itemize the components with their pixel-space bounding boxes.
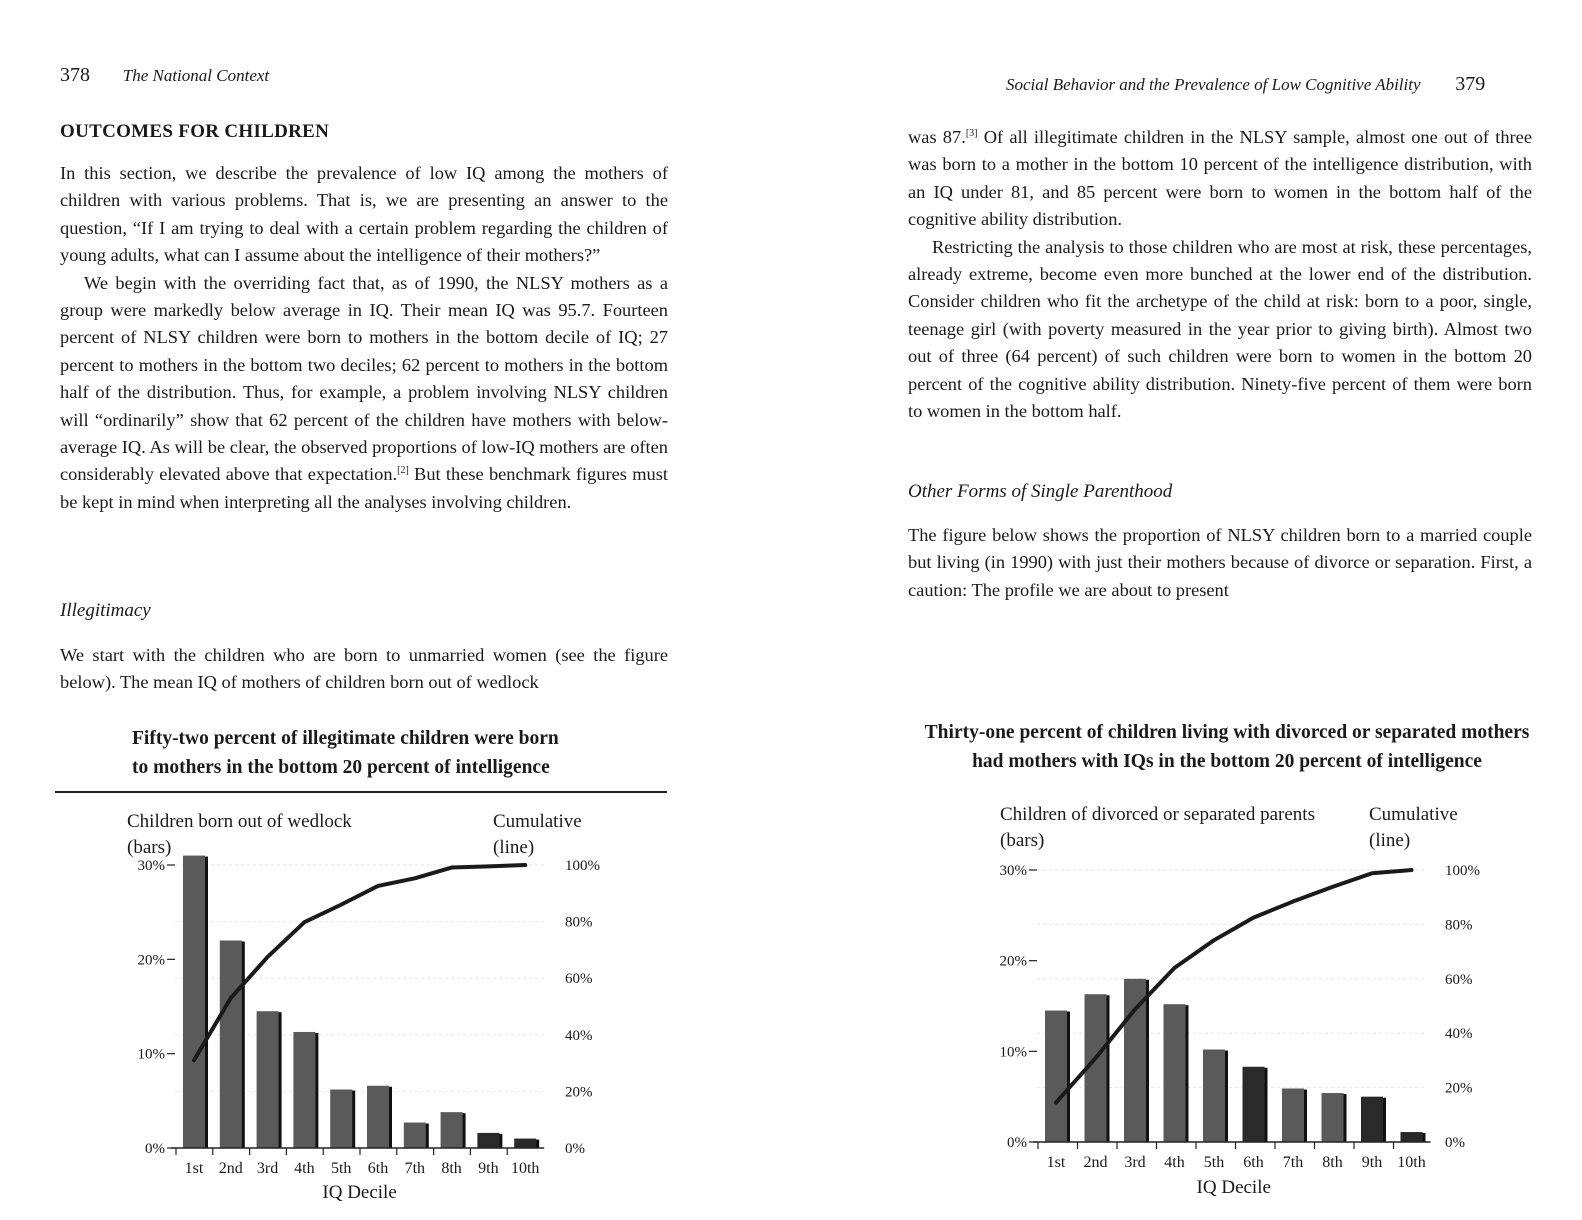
bar (183, 856, 205, 1148)
chart-out-of-wedlock (0, 800, 791, 1210)
bar-axis-title: Children of divorced or separated parents (1000, 804, 1315, 825)
running-head-right (1006, 73, 1485, 96)
right-tick-label: 80% (1445, 917, 1473, 934)
line-axis-title: Cumulative (493, 811, 582, 832)
x-tick-label: 2nd (1083, 1154, 1108, 1171)
paragraph-text: Of all illegitimate children in the NLSY sample, almost one out of three was born to a mother in the bottom 10 percent of the intelligence distribution, with an IQ under 81, and 85 percent were born to women in the bottom half of the cognitive ability distribution. (908, 127, 1532, 230)
right-page (791, 0, 1582, 1220)
subheading-single-parenthood: Other Forms of Single Parenthood (908, 481, 1173, 502)
paragraph-text: was 87. (908, 127, 966, 147)
x-tick-label: 2nd (218, 1160, 243, 1177)
left-tick-label: 0% (145, 1141, 165, 1157)
right-tick-label: 80% (565, 914, 593, 931)
bar (1203, 1050, 1225, 1142)
page-number: 379 (1455, 73, 1486, 95)
right-tick-label: 20% (565, 1084, 593, 1101)
left-tick-label: 30% (999, 863, 1027, 879)
bar-axis-subtitle: (bars) (1000, 830, 1045, 851)
page-number: 378 (60, 64, 90, 86)
bar (257, 1011, 279, 1148)
x-axis-title: IQ Decile (1196, 1177, 1271, 1198)
bar (514, 1139, 536, 1148)
x-tick-label: 8th (441, 1160, 462, 1177)
bar (1401, 1132, 1423, 1142)
x-tick-label: 9th (1361, 1154, 1383, 1171)
x-tick-label: 4th (1164, 1154, 1185, 1171)
figure-rule (55, 791, 667, 793)
right-tick-label: 60% (1445, 971, 1473, 988)
right-tick-label: 0% (565, 1141, 585, 1157)
x-tick-label: 5th (1203, 1154, 1225, 1171)
bar (1322, 1093, 1344, 1142)
note-reference: [2] (397, 465, 409, 477)
paragraph: The figure below shows the proportion of NLSY children born to a married couple but living (in 1990) with just their mothers because of divorce or separation. First, a caution: The profile we are about to present (908, 525, 1532, 600)
left-tick-label: 20% (999, 953, 1027, 970)
x-tick-label: 1st (1046, 1154, 1066, 1171)
body-text-right (908, 124, 1532, 425)
note-reference: [3] (965, 127, 978, 139)
figure-caption (132, 724, 602, 782)
chart-divorced-separated (791, 790, 1582, 1210)
right-tick-label: 100% (565, 858, 600, 874)
bar (404, 1123, 426, 1148)
line-axis-subtitle: (line) (493, 837, 535, 858)
right-tick-label: 0% (1445, 1135, 1465, 1151)
x-tick-label: 1st (184, 1160, 204, 1177)
paragraph: Restricting the analysis to those children who are most at risk, these percentages, already extreme, become even more bunched at the lower end of the distribution. Consider children who fit the archetype of the child at risk: born to a poor, single, teenage girl (with poverty measured in the year prior to giving birth). Almost two out of three (64 percent) of such children were born to women in the bottom 20 percent of the cognitive ability distribution. Ninety-five percent of them were born to women in the bottom half. (908, 236, 1532, 422)
x-tick-label: 10th (510, 1160, 540, 1177)
x-tick-label: 7th (1282, 1154, 1304, 1171)
left-tick-label: 0% (1007, 1135, 1027, 1151)
bar (367, 1086, 389, 1148)
left-tick-label: 20% (137, 952, 165, 969)
bar (293, 1032, 315, 1148)
subheading-illegitimacy: Illegitimacy (60, 600, 151, 621)
bar-axis-title: Children born out of wedlock (127, 811, 352, 832)
paragraph-text: But these benchmark figures must be kept in mind when interpreting all the analyses involving children. (60, 464, 668, 512)
left-tick-label: 10% (137, 1046, 165, 1063)
bar (1045, 1011, 1067, 1142)
right-tick-label: 40% (565, 1027, 593, 1044)
right-tick-label: 20% (1445, 1080, 1473, 1097)
figure-caption (903, 718, 1551, 776)
paragraph-text: We begin with the overriding fact that, as of 1990, the NLSY mothers as a group were markedly below average in IQ. Their mean IQ was 95.7. Fourteen percent of NLSY children were born to mothers in the bottom decile of IQ; 27 percent to mothers in the bottom two deciles; 62 percent to mothers in the bottom half of the distribution. Thus, for example, a problem involving NLSY children will “ordinarily” show that 62 percent of the children have mothers with below-average IQ. As will be clear, the observed proportions of low-IQ mothers are often considerably elevated above that expectation. (60, 272, 668, 485)
x-tick-label: 7th (404, 1160, 426, 1177)
x-tick-label: 6th (1243, 1154, 1264, 1171)
x-tick-label: 5th (330, 1160, 352, 1177)
section-heading: OUTCOMES FOR CHILDREN (60, 121, 330, 142)
bar (1243, 1067, 1265, 1142)
line-axis-subtitle: (line) (1369, 830, 1411, 851)
body-text-right-2 (908, 522, 1532, 604)
right-tick-label: 40% (1445, 1026, 1473, 1043)
bar (477, 1133, 499, 1148)
bar (330, 1090, 352, 1148)
right-tick-label: 100% (1445, 863, 1480, 879)
bar (441, 1112, 463, 1148)
figure-caption-line: had mothers with IQs in the bottom 20 percent of intelligence (972, 751, 1482, 772)
paragraph (908, 124, 1532, 234)
figure-caption-line: to mothers in the bottom 20 percent of intelligence (132, 757, 550, 778)
x-tick-label: 6th (367, 1160, 389, 1177)
running-title: The National Context (122, 66, 270, 85)
paragraph (60, 270, 668, 517)
bar (1164, 1004, 1186, 1142)
bar (1282, 1089, 1304, 1142)
x-tick-label: 8th (1322, 1154, 1343, 1171)
paragraph: In this section, we describe the prevalence of low IQ among the mothers of children with various problems. That is, we are presenting an answer to the question, “If I am trying to deal with a certain problem regarding the children of young adults, what can I assume about the intelligence of their mothers?” (60, 163, 668, 266)
paragraph: We start with the children who are born to unmarried women (see the figure below). The mean IQ of mothers of children born out of wedlock (60, 645, 668, 693)
x-tick-label: 3rd (256, 1160, 279, 1177)
body-text-left-2 (60, 642, 668, 697)
bar (220, 940, 242, 1148)
right-tick-label: 60% (565, 971, 593, 988)
x-tick-label: 4th (294, 1160, 315, 1177)
figure-caption-line: Thirty-one percent of children living with divorced or separated mothers (924, 722, 1530, 743)
running-head-left (60, 64, 269, 87)
line-axis-title: Cumulative (1369, 804, 1458, 825)
bar-axis-subtitle: (bars) (127, 837, 172, 858)
left-tick-label: 10% (999, 1044, 1027, 1061)
x-axis-title: IQ Decile (322, 1182, 397, 1203)
figure-caption-line: Fifty-two percent of illegitimate children were born (132, 728, 559, 749)
bar (1361, 1097, 1383, 1142)
body-text-left (60, 160, 668, 516)
x-tick-label: 3rd (1124, 1154, 1146, 1171)
left-tick-label: 30% (137, 858, 165, 874)
x-tick-label: 10th (1397, 1154, 1426, 1171)
x-tick-label: 9th (478, 1160, 499, 1177)
running-title: Social Behavior and the Prevalence of Low Cognitive Ability (1006, 75, 1421, 94)
